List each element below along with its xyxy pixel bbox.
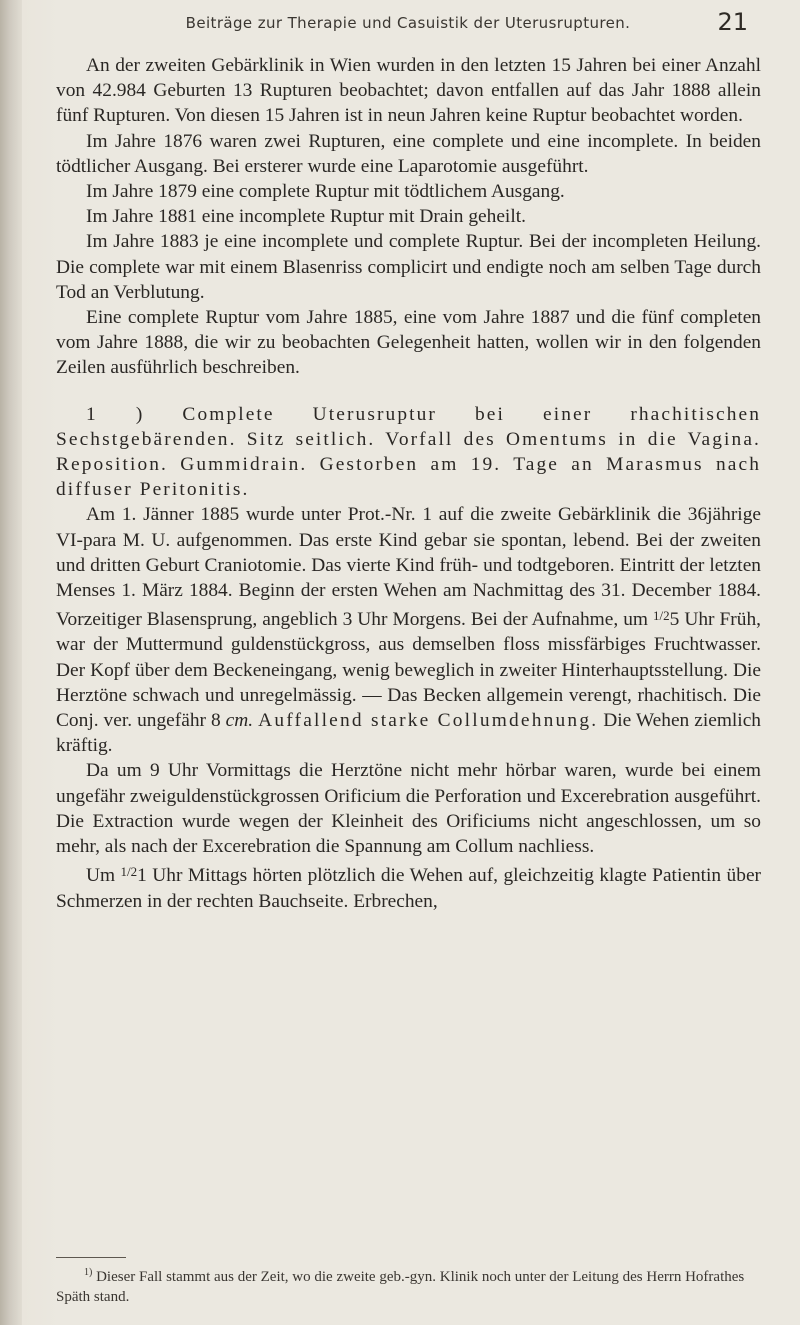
case-paragraph [56, 859, 761, 913]
case-text: 1 Uhr Mittags hörten plötzlich die Wehen auf, gleichzeitig klagte Patientin über Schmerzen in der rechten Bauchseite. Erbrechen, [56, 865, 762, 912]
case-paragraph: Da um 9 Uhr Vormittags die Herztöne nicht mehr hörbar waren, wurde bei einem ungefähr zweiguldenstückgrossen Orificium die Perforation und Excerebration ausgeführt. Die Extraction wurde wegen der Kleinheit des Orificiums nicht angeschlossen, um so mehr, als nach der Excerebration die Spannung am Collum nachliess. [56, 760, 761, 858]
paragraph: Eine complete Ruptur vom Jahre 1885, eine vom Jahre 1887 und die fünf completen vom Jahre 1888, die wir zu beobachten Gelegenheit hatten, wollen wir in den folgenden Zeilen ausführlich beschreiben. [56, 307, 761, 379]
paragraph: Im Jahre 1879 eine complete Ruptur mit tödtlichem Ausgang. [86, 181, 565, 203]
paragraph: An der zweiten Gebärklinik in Wien wurden in den letzten 15 Jahren bei einer Anzahl von 42.984 Geburten 13 Rupturen beobachtet; davon entfallen auf das Jahr 1888 allein fünf Rupturen. Von diesen 15 Jahren ist in neun Jahren keine Ruptur beobachtet worden. [56, 55, 761, 127]
footnote-marker: 1) [84, 1267, 93, 1278]
fraction: 1/2 [653, 608, 670, 624]
paragraph: Im Jahre 1881 eine incomplete Ruptur mit Drain geheilt. [86, 206, 526, 228]
running-header [148, 8, 748, 40]
case-heading: 1 ) Complete Uterusruptur bei einer rhachitischen Sechstgebärenden. Sitz seitlich. Vorfall des Omentums in die Vagina. Reposition. Gummidrain. Gestorben am 19. Tage an Marasmus nach diffuser Peritonitis. [56, 403, 761, 501]
emphasis: Auffallend starke Collumdehnung. [258, 710, 599, 732]
footnote-rule [56, 1257, 126, 1258]
paragraph: Im Jahre 1876 waren zwei Rupturen, eine complete und eine incomplete. In beiden tödtlicher Ausgang. Bei ersterer wurde eine Laparotomie ausgeführt. [56, 130, 761, 177]
book-binding-edge [0, 0, 22, 1325]
case-text: 5 Uhr Früh, war der Muttermund guldenstückgross, aus demselben floss missfärbiges Fruchtwasser. Der Kopf über dem Beckeneingang, wenig beweglich in zweiter Hinterhauptsstellung. Die Herztöne schwach und unregelmässig. — Das Becken allgemein verengt, rhachitisch. Die Conj. ver. ungefähr 8 [56, 609, 761, 732]
footnote [56, 1263, 761, 1307]
footnote-text: Dieser Fall stammt aus der Zeit, wo die zweite geb.-gyn. Klinik noch unter der Leitung des Herrn Hofrathes Späth stand. [56, 1269, 745, 1305]
fraction: 1/2 [120, 864, 138, 880]
case-text: Am 1. Jänner 1885 wurde unter Prot.-Nr. 1 auf die zweite Gebärklinik die 36jährige VI-para M. U. aufgenommen. Das erste Kind gebar sie spontan, lebend. Bei der zweiten und dritten Geburt Craniotomie. Das vierte Kind früh- und todtgeboren. Eintritt der letzten Menses 1. März 1884. Beginn der ersten Wehen am Nachmittag des 31. December 1884. Vorzeitiger Blasensprung, angeblich 3 Uhr Morgens. Bei der Aufnahme, um [56, 504, 761, 631]
case-paragraph [56, 502, 761, 758]
running-header-title: Beiträge zur Therapie und Casuistik der Uterusrupturen. [185, 14, 631, 32]
page-number: 21 [717, 8, 748, 36]
paragraph: Im Jahre 1883 je eine incomplete und complete Ruptur. Bei der incompleten Heilung. Die complete war mit einem Blasenriss complicirt und endigte noch am selben Tage durch Tod an Verblutung. [56, 231, 761, 303]
body-text [56, 53, 761, 914]
case-text: Die Wehen ziemlich kräftig. [56, 710, 761, 757]
case-text: Um [86, 865, 116, 887]
unit: cm. [225, 710, 254, 732]
